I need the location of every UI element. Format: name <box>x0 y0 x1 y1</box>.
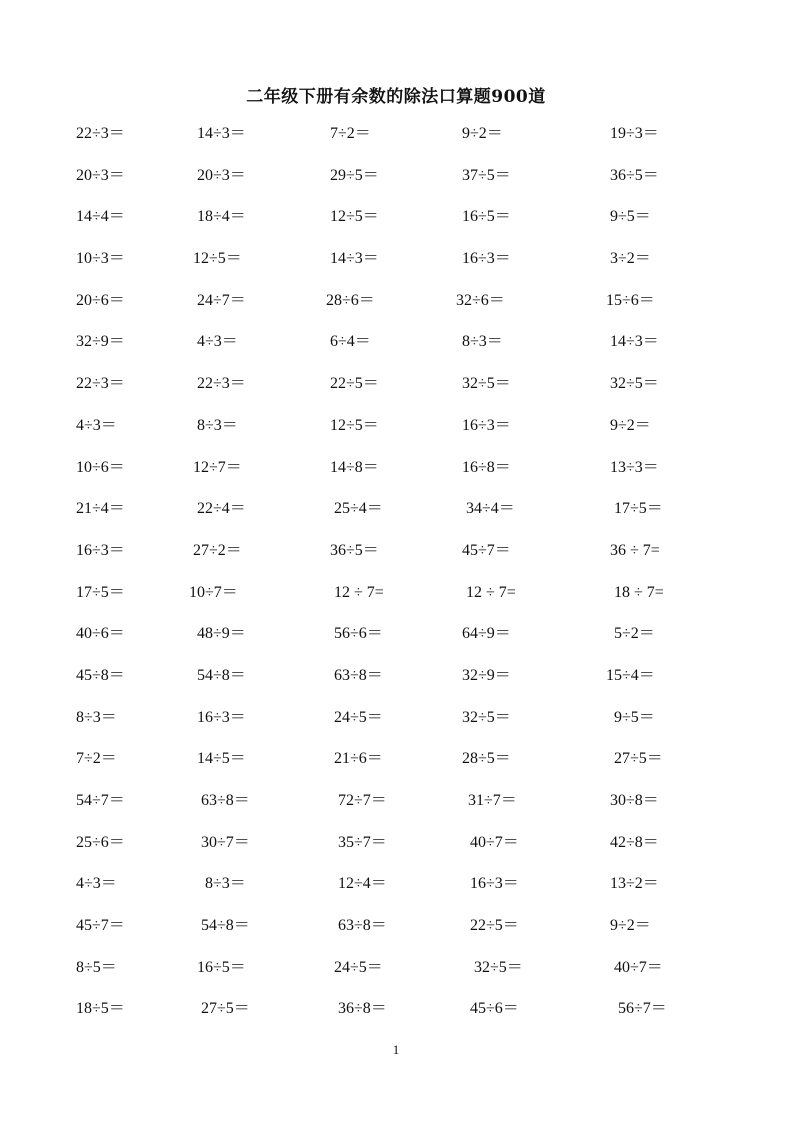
division-problem: 6÷4＝ <box>330 333 371 351</box>
division-problem: 64÷9＝ <box>462 625 511 643</box>
division-problem: 25÷6＝ <box>76 833 125 851</box>
division-problem: 9÷5＝ <box>610 208 651 226</box>
division-problem: 19÷3＝ <box>610 125 659 142</box>
division-problem: 22÷5＝ <box>330 375 379 393</box>
division-problem: 36÷8＝ <box>338 1000 387 1018</box>
division-problem: 12÷4＝ <box>338 875 387 893</box>
division-problem: 22÷5＝ <box>470 917 519 935</box>
division-problem: 48÷9＝ <box>197 625 246 643</box>
division-problem: 14÷4＝ <box>76 208 125 226</box>
division-problem: 54÷8＝ <box>197 666 246 684</box>
division-problem: 35÷7＝ <box>338 833 387 851</box>
division-problem: 27÷5＝ <box>614 750 663 768</box>
division-problem: 5÷2＝ <box>614 625 655 643</box>
problem-row <box>0 747 792 789</box>
problem-row <box>0 539 792 581</box>
page-number: 1 <box>392 1042 400 1057</box>
division-problem: 45÷6＝ <box>470 1000 519 1018</box>
division-problem: 4÷3＝ <box>76 416 117 434</box>
problem-row <box>0 997 792 1039</box>
division-problem: 18 ÷ 7= <box>614 583 664 601</box>
division-problem: 30÷7＝ <box>201 833 250 851</box>
division-problem: 16÷5＝ <box>462 208 511 226</box>
problem-row <box>0 330 792 372</box>
division-problem: 63÷8＝ <box>338 917 387 935</box>
division-problem: 40÷7＝ <box>614 958 663 976</box>
division-problem: 45÷7＝ <box>462 541 511 559</box>
division-problem: 8÷3＝ <box>76 708 117 726</box>
division-problem: 20÷3＝ <box>76 166 125 184</box>
division-problem: 17÷5＝ <box>76 583 125 601</box>
division-problem: 32÷6＝ <box>456 291 505 309</box>
division-problem: 12÷5＝ <box>193 250 242 268</box>
division-problem: 9÷2＝ <box>610 917 651 935</box>
division-problem: 32÷5＝ <box>610 375 659 393</box>
division-problem: 13÷2＝ <box>610 875 659 893</box>
division-problem: 15÷6＝ <box>606 291 655 309</box>
division-problem: 22÷3＝ <box>76 125 125 142</box>
division-problem: 12 ÷ 7= <box>466 583 516 601</box>
problem-row <box>0 497 792 539</box>
division-problem: 14÷5＝ <box>197 750 246 768</box>
division-problem: 27÷5＝ <box>201 1000 250 1018</box>
division-problem: 30÷8＝ <box>610 792 659 809</box>
division-problem: 3÷2＝ <box>610 250 651 268</box>
division-problem: 32÷5＝ <box>462 708 511 726</box>
division-problem: 8÷5＝ <box>76 958 117 976</box>
division-problem: 63÷8＝ <box>334 666 383 684</box>
division-problem: 10÷6＝ <box>76 458 125 476</box>
division-problem: 28÷6＝ <box>326 291 375 309</box>
problem-row <box>0 372 792 414</box>
division-problem: 8÷3＝ <box>462 333 503 351</box>
division-problem: 7÷2＝ <box>330 125 371 142</box>
division-problem: 32÷9＝ <box>462 666 511 684</box>
division-problem: 54÷7＝ <box>76 792 125 809</box>
problem-row <box>0 247 792 289</box>
division-problem: 20÷3＝ <box>197 166 246 184</box>
problem-row <box>0 414 792 456</box>
division-problem: 56÷6＝ <box>334 625 383 643</box>
division-problem: 34÷4＝ <box>466 500 515 518</box>
problem-row <box>0 289 792 331</box>
division-problem: 9÷2＝ <box>610 416 651 434</box>
problem-row <box>0 122 792 164</box>
problem-row <box>0 664 792 706</box>
division-problem: 14÷3＝ <box>197 125 246 142</box>
division-problem: 22÷4＝ <box>197 500 246 518</box>
division-problem: 12÷5＝ <box>330 416 379 434</box>
division-problem: 8÷3＝ <box>197 416 238 434</box>
division-problem: 15÷4＝ <box>606 666 655 684</box>
division-problem: 16÷8＝ <box>462 458 511 476</box>
division-problem: 40÷7＝ <box>470 833 519 851</box>
division-problem: 8÷3＝ <box>205 875 246 893</box>
division-problem: 14÷3＝ <box>610 333 659 351</box>
problem-row <box>0 914 792 956</box>
division-problem: 21÷6＝ <box>334 750 383 768</box>
division-problem: 21÷4＝ <box>76 500 125 518</box>
division-problem: 4÷3＝ <box>197 333 238 351</box>
division-problem: 56÷7＝ <box>618 1000 667 1018</box>
division-problem: 16÷3＝ <box>197 708 246 726</box>
division-problem: 36÷5＝ <box>330 541 379 559</box>
division-problem: 36÷5＝ <box>610 166 659 184</box>
division-problem: 16÷5＝ <box>197 958 246 976</box>
page-title: 二年级下册有余数的除法口算题900道 <box>246 87 546 107</box>
division-problem: 45÷8＝ <box>76 666 125 684</box>
division-problem: 20÷6＝ <box>76 291 125 309</box>
problem-row <box>0 872 792 914</box>
division-problem: 9÷2＝ <box>462 125 503 142</box>
problem-row <box>0 956 792 998</box>
division-problem: 42÷8＝ <box>610 833 659 851</box>
division-problem: 12÷5＝ <box>330 208 379 226</box>
division-problem: 36 ÷ 7= <box>610 541 660 559</box>
division-problem: 45÷7＝ <box>76 917 125 935</box>
division-problem: 12 ÷ 7= <box>334 583 384 601</box>
division-problem: 9÷5＝ <box>614 708 655 726</box>
problem-grid <box>0 122 792 1039</box>
division-problem: 18÷5＝ <box>76 1000 125 1018</box>
division-problem: 10÷7＝ <box>189 583 238 601</box>
division-problem: 12÷7＝ <box>193 458 242 476</box>
division-problem: 14÷8＝ <box>330 458 379 476</box>
division-problem: 18÷4＝ <box>197 208 246 226</box>
division-problem: 32÷9＝ <box>76 333 125 351</box>
problem-row <box>0 456 792 498</box>
division-problem: 28÷5＝ <box>462 750 511 768</box>
problem-row <box>0 164 792 206</box>
division-problem: 24÷5＝ <box>334 708 383 726</box>
division-problem: 7÷2＝ <box>76 750 117 768</box>
division-problem: 25÷4＝ <box>334 500 383 518</box>
division-problem: 32÷5＝ <box>462 375 511 393</box>
division-problem: 17÷5＝ <box>614 500 663 518</box>
division-problem: 24÷7＝ <box>197 291 246 309</box>
division-problem: 63÷8＝ <box>201 792 250 809</box>
division-problem: 22÷3＝ <box>197 375 246 393</box>
division-problem: 10÷3＝ <box>76 250 125 268</box>
division-problem: 31÷7＝ <box>468 792 517 809</box>
division-problem: 37÷5＝ <box>462 166 511 184</box>
division-problem: 27÷2＝ <box>193 541 242 559</box>
division-problem: 16÷3＝ <box>462 416 511 434</box>
problem-row <box>0 581 792 623</box>
division-problem: 24÷5＝ <box>334 958 383 976</box>
problem-row <box>0 622 792 664</box>
division-problem: 14÷3＝ <box>330 250 379 268</box>
problem-row <box>0 205 792 247</box>
division-problem: 22÷3＝ <box>76 375 125 393</box>
division-problem: 32÷5＝ <box>474 958 523 976</box>
division-problem: 16÷3＝ <box>462 250 511 268</box>
division-problem: 16÷3＝ <box>470 875 519 893</box>
division-problem: 54÷8＝ <box>201 917 250 935</box>
division-problem: 72÷7＝ <box>338 792 387 809</box>
division-problem: 16÷3＝ <box>76 541 125 559</box>
division-problem: 13÷3＝ <box>610 458 659 476</box>
division-problem: 4÷3＝ <box>76 875 117 893</box>
problem-row <box>0 706 792 748</box>
division-problem: 29÷5＝ <box>330 166 379 184</box>
problem-row <box>0 831 792 873</box>
division-problem: 40÷6＝ <box>76 625 125 643</box>
problem-row <box>0 789 792 831</box>
